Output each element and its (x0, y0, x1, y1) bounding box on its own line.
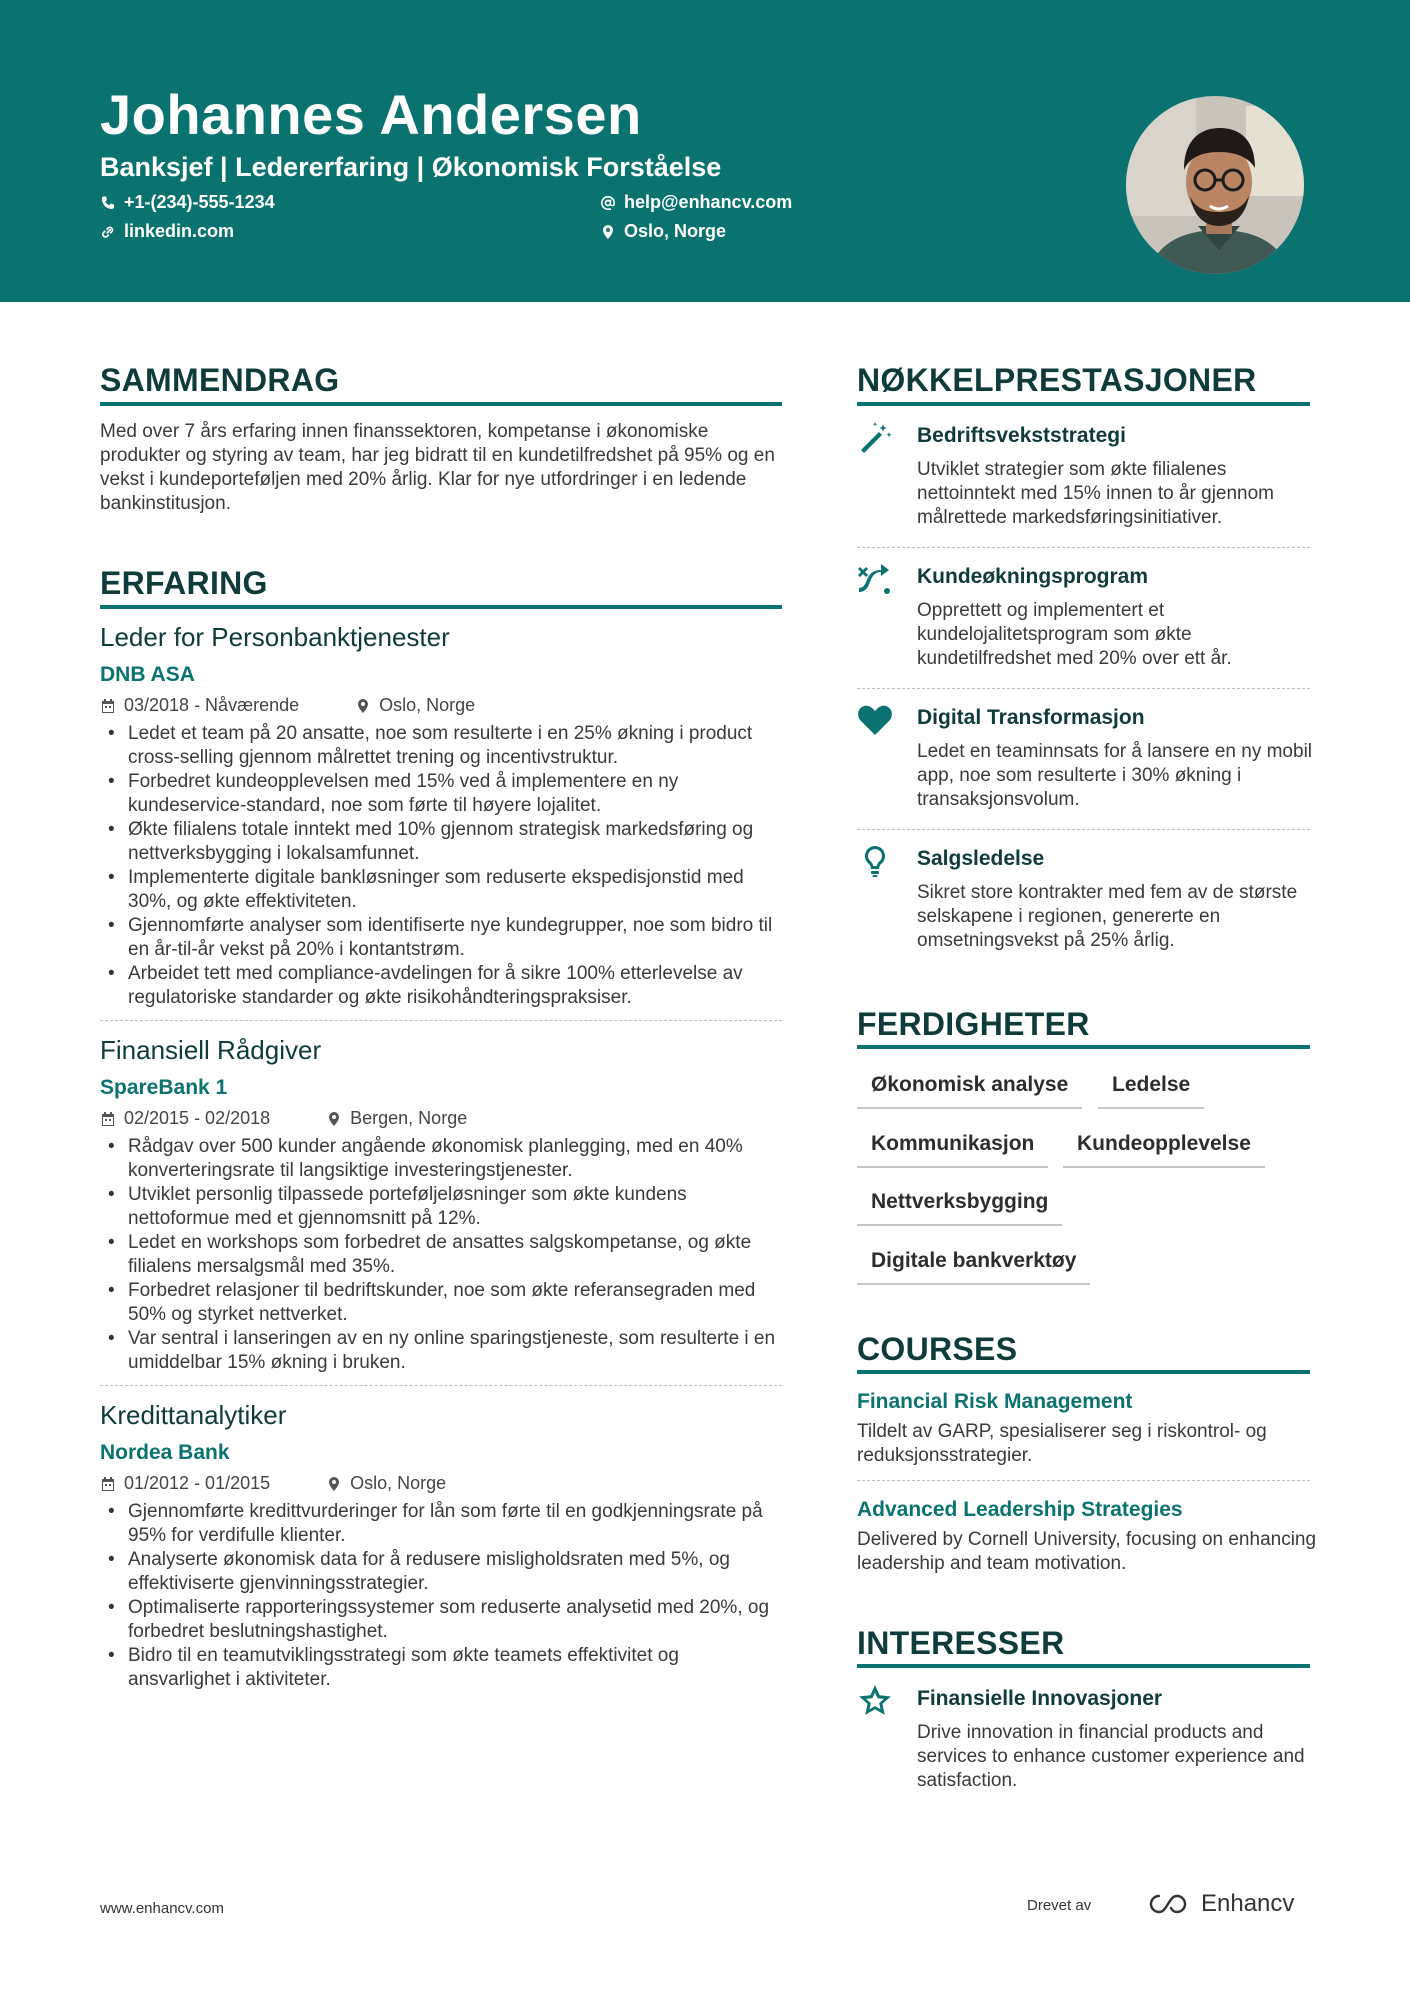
job-dates: 01/2012 - 01/2015 (124, 1473, 271, 1493)
bullet-item: • Analyserte økonomisk data for å redusere misligholdsraten med 5%, og effektiviserte gjenvinningsstrategier. (100, 1548, 782, 1596)
summary-text: Med over 7 års erfaring innen finanssektoren, kompetanse i økonomiske produkter og styring av team, har jeg bidratt til en kundetilfredshet på 95% og en vekst i kundeporteføljen med 20% årlig. Klar for nye utfordringer i en ledende bankinstitusjon. (100, 421, 775, 514)
job-dates: 03/2018 - Nåværende (124, 695, 300, 715)
summary-rule (100, 402, 782, 406)
divider (100, 1020, 782, 1021)
achievement-desc: Sikret store kontrakter med fem av de største selskapene i regionen, genererte en omsetningsvekst på 25% årlig. (917, 882, 1298, 951)
achievement-item (857, 702, 1313, 822)
achievement-desc: Ledet en teaminnsats for å lansere en ny mobil app, noe som resulterte i 30% økning i transaksjonsvolum. (917, 741, 1313, 810)
achievement-item (857, 561, 1310, 681)
candidate-subtitle: Banksjef | Ledererfaring | Økonomisk Forståelse (100, 152, 722, 182)
job-dates: 02/2015 - 02/2018 (124, 1108, 271, 1128)
interest-title: Finansielle Innovasjoner (917, 1687, 1163, 1710)
brand-logo[interactable] (1147, 1890, 1294, 1918)
enhancv-logo-icon (1147, 1892, 1193, 1916)
divider (857, 829, 1310, 830)
skills-rule (857, 1045, 1310, 1049)
linkedin-text: linkedin.com (124, 221, 235, 241)
course-desc: Tildelt av GARP, spesialiserer seg i riskontrol- og reduksjonsstrategier. (857, 1421, 1267, 1466)
brand-name: Enhancv (1201, 1890, 1295, 1917)
skill-tag: Ledelse (1098, 1073, 1204, 1109)
achievement-title: Digital Transformasjon (917, 706, 1145, 729)
bullet-item: • Implementerte digitale bankløsninger som reduserte ekspedisjonstid med 30%, og økte effektiviteten. (100, 866, 782, 914)
skill-tag: Kommunikasjon (857, 1132, 1048, 1168)
skill-tag: Kundeopplevelse (1063, 1132, 1265, 1168)
email-text: help@enhancv.com (624, 192, 793, 212)
bullet-item: • Forbedret relasjoner til bedriftskunder, noe som økte referansegraden med 50% og styrket nettverket. (100, 1279, 782, 1327)
contact-location (600, 221, 726, 242)
job-bullets (100, 722, 782, 1010)
company-name: SpareBank 1 (100, 1076, 228, 1099)
job-entry (100, 622, 782, 1010)
achievement-desc: Utviklet strategier som økte filialenes nettoinntekt med 15% innen to år gjennom målrettede markedsføringsinitiativer. (917, 459, 1275, 528)
calendar-icon (100, 698, 116, 714)
divider (857, 1480, 1310, 1481)
location-pin-icon (326, 1111, 342, 1127)
bullet-item: • Ledet en workshops som forbedret de ansattes salgskompetanse, og økte filialens mersalgsmål med 35%. (100, 1231, 782, 1279)
summary-heading: SAMMENDRAG (100, 362, 340, 398)
divider (100, 1385, 782, 1386)
contact-email[interactable] (600, 192, 792, 213)
skill-tag: Økonomisk analyse (857, 1073, 1082, 1109)
achievement-title: Salgsledelse (917, 847, 1045, 870)
at-icon (600, 195, 616, 211)
experience-heading: ERFARING (100, 565, 268, 601)
course-desc: Delivered by Cornell University, focusing on enhancing leadership and team motivation. (857, 1529, 1317, 1574)
route-icon (857, 561, 897, 601)
achievements-rule (857, 402, 1310, 406)
bullet-item: • Gjennomførte analyser som identifiserte nye kundegrupper, noe som bidro til en år-til-år vekst på 20% i kontantstrøm. (100, 914, 782, 962)
job-location: Oslo, Norge (379, 695, 476, 715)
calendar-icon (100, 1111, 116, 1127)
job-title: Leder for Personbanktjenester (100, 622, 450, 652)
job-meta (100, 695, 782, 716)
job-meta (100, 1473, 782, 1494)
header-banner (0, 0, 1410, 302)
company-name: Nordea Bank (100, 1441, 230, 1464)
calendar-icon (100, 1476, 116, 1492)
bullet-item: • Økte filialens totale inntekt med 10% gjennom strategisk markedsføring og nettverksbygging i lokalsamfunnet. (100, 818, 782, 866)
candidate-name: Johannes Andersen (100, 83, 642, 146)
bullet-item: • Gjennomførte kredittvurderinger for lån som førte til en godkjenningsrate på 95% for verdifulle klienter. (100, 1500, 782, 1548)
bullet-item: • Rådgav over 500 kunder angående økonomisk planlegging, med en 40% konverteringsrate til langsiktige investeringstjenester. (100, 1135, 782, 1183)
interests-heading: INTERESSER (857, 1625, 1065, 1661)
bullet-item: • Var sentral i lanseringen av en ny online sparingstjeneste, som resulterte i en umiddelbar 15% økning i bruken. (100, 1327, 782, 1375)
interest-item (857, 1683, 1310, 1803)
job-bullets (100, 1135, 782, 1375)
skill-tag: Digitale bankverktøy (857, 1249, 1090, 1285)
skill-tag: Nettverksbygging (857, 1190, 1062, 1226)
achievement-item (857, 843, 1310, 963)
divider (857, 688, 1310, 689)
courses-heading: COURSES (857, 1331, 1018, 1367)
course-title: Advanced Leadership Strategies (857, 1498, 1183, 1521)
achievement-title: Kundeøkningsprogram (917, 565, 1149, 588)
job-location: Oslo, Norge (350, 1473, 447, 1493)
bullet-item: • Optimaliserte rapporteringssystemer som reduserte analysetid med 20%, og forbedret beslutningshastighet. (100, 1596, 782, 1644)
phone-icon (100, 195, 116, 211)
divider (857, 547, 1310, 548)
contact-linkedin[interactable] (100, 221, 234, 242)
courses-rule (857, 1370, 1310, 1374)
job-entry (100, 1400, 782, 1692)
lightbulb-icon (857, 843, 897, 883)
job-title: Finansiell Rådgiver (100, 1035, 322, 1065)
bullet-item: • Arbeidet tett med compliance-avdelingen for å sikre 100% etterlevelse av regulatoriske standarder og økte risikohåndteringspraksiser. (100, 962, 782, 1010)
achievements-heading: NØKKELPRESTASJONER (857, 362, 1257, 398)
bullet-item: • Utviklet personlig tilpassede porteføljeløsninger som økte kundens nettoformue med et gjennomsnitt på 12%. (100, 1183, 782, 1231)
bullet-item: • Forbedret kundeopplevelsen med 15% ved å implementere en ny kundeservice-standard, noe som førte til høyere lojalitet. (100, 770, 782, 818)
bullet-item: • Ledet et team på 20 ansatte, noe som resulterte i en 25% økning i product cross-selling gjennom målrettet trening og incentivstruktur. (100, 722, 782, 770)
magic-wand-icon (857, 420, 897, 460)
achievement-desc: Opprettett og implementert et kundelojalitetsprogram som økte kundetilfredshet med 20% over ett år. (917, 600, 1232, 669)
interests-rule (857, 1664, 1310, 1668)
interest-desc: Drive innovation in financial products and services to enhance customer experience and satisfaction. (917, 1722, 1305, 1791)
footer-powered-by: Drevet av (1027, 1897, 1092, 1914)
location-text: Oslo, Norge (624, 221, 727, 241)
company-name: DNB ASA (100, 663, 195, 686)
job-location: Bergen, Norge (350, 1108, 468, 1128)
location-pin-icon (355, 698, 371, 714)
avatar (1122, 92, 1308, 278)
job-meta (100, 1108, 782, 1129)
contact-phone[interactable] (100, 192, 275, 213)
skills-heading: FERDIGHETER (857, 1006, 1090, 1042)
footer-website[interactable]: www.enhancv.com (100, 1900, 224, 1917)
bullet-item: • Bidro til en teamutviklingsstrategi som økte teamets effektivitet og ansvarlighet i aktiviteter. (100, 1644, 782, 1692)
heart-icon (857, 702, 897, 742)
achievement-title: Bedriftsvekststrategi (917, 424, 1126, 447)
course-title: Financial Risk Management (857, 1390, 1133, 1413)
link-icon (100, 224, 116, 240)
job-bullets (100, 1500, 782, 1692)
star-icon (857, 1683, 897, 1723)
achievement-item (857, 420, 1310, 540)
phone-text: +1-(234)-555-1234 (124, 192, 275, 212)
experience-rule (100, 605, 782, 609)
location-pin-icon (600, 224, 616, 240)
location-pin-icon (326, 1476, 342, 1492)
job-title: Kredittanalytiker (100, 1400, 287, 1430)
job-entry (100, 1035, 782, 1375)
